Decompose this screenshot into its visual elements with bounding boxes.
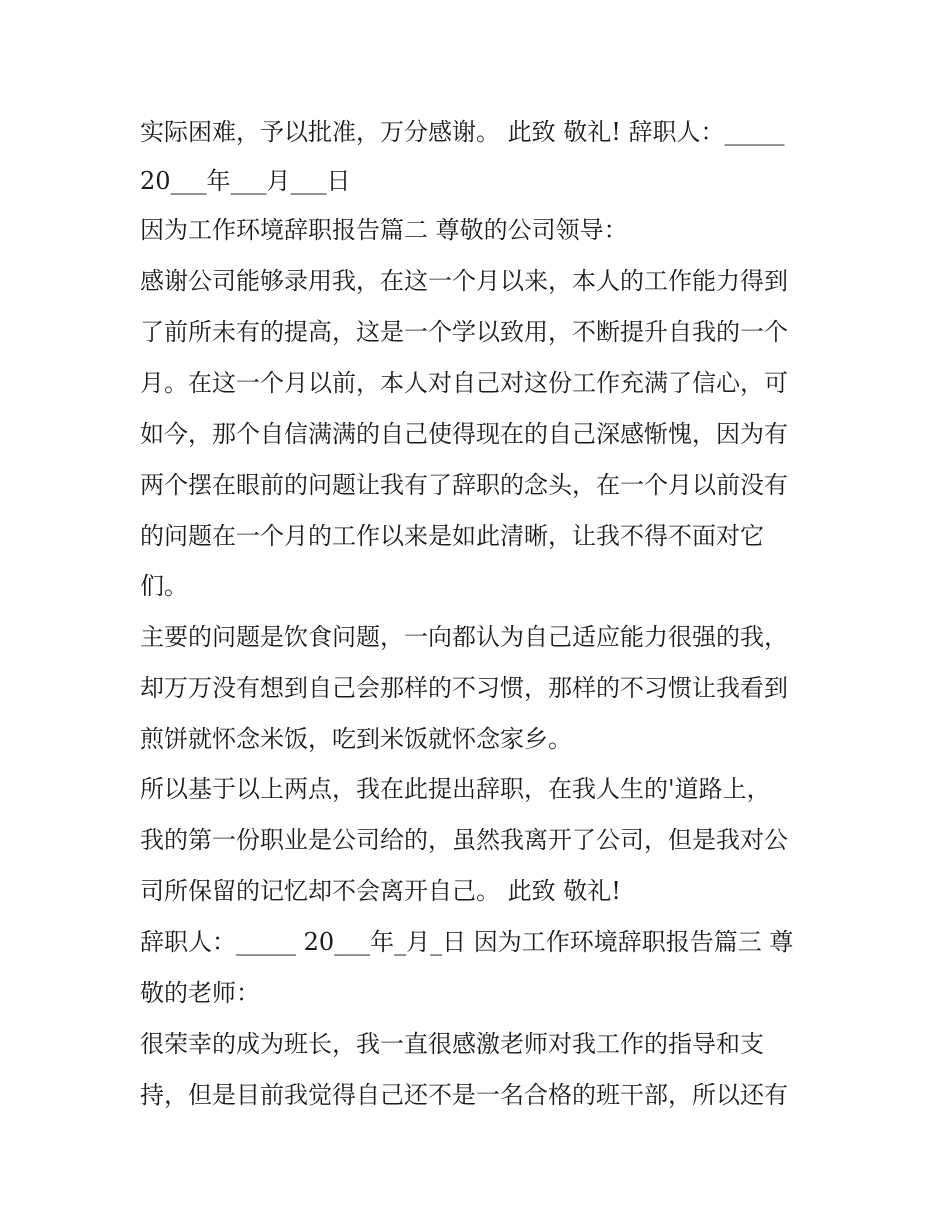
text-line: 我的第一份职业是公司给的，虽然我离开了公司，但是我对公	[140, 826, 788, 854]
text-line: 20___年___月___日	[140, 167, 351, 195]
text-line: 两个摆在眼前的问题让我有了辞职的念头，在一个月以前没有	[140, 471, 788, 499]
text-line: 的问题在一个月的工作以来是如此清晰，让我不得不面对它	[140, 522, 764, 550]
text-line: 实际困难，予以批准，万分感谢。 此致 敬礼! 辞职人：_____	[140, 118, 785, 146]
text-line: 辞职人：_____ 20___年_月_日 因为工作环境辞职报告篇三 尊	[140, 928, 794, 956]
text-line: 了前所未有的提高，这是一个学以致用，不断提升自我的一个	[140, 318, 788, 346]
text-line: 煎饼就怀念米饭，吃到米饭就怀念家乡。	[140, 725, 572, 753]
text-line: 主要的问题是饮食问题，一向都认为自己适应能力很强的我，	[140, 623, 788, 651]
text-line: 感谢公司能够录用我，在这一个月以来，本人的工作能力得到	[140, 267, 788, 295]
text-line: 们。	[140, 572, 188, 600]
text-line: 司所保留的记忆却不会离开自己。 此致 敬礼!	[140, 877, 621, 905]
text-line: 很荣幸的成为班长，我一直很感激老师对我工作的指导和支	[140, 1030, 764, 1058]
text-line: 持，但是目前我觉得自己还不是一名合格的班干部，所以还有	[140, 1081, 788, 1109]
text-line: 如今，那个自信满满的自己使得现在的自己深感惭愧，因为有	[140, 420, 788, 448]
text-line: 月。在这一个月以前，本人对自己对这份工作充满了信心，可	[140, 369, 788, 397]
text-line: 所以基于以上两点，我在此提出辞职，在我人生的'道路上，	[140, 775, 771, 803]
text-line: 因为工作环境辞职报告篇二 尊敬的公司领导：	[140, 216, 628, 244]
text-line: 却万万没有想到自己会那样的不习惯，那样的不习惯让我看到	[140, 674, 788, 702]
text-line: 敬的老师：	[140, 979, 260, 1007]
